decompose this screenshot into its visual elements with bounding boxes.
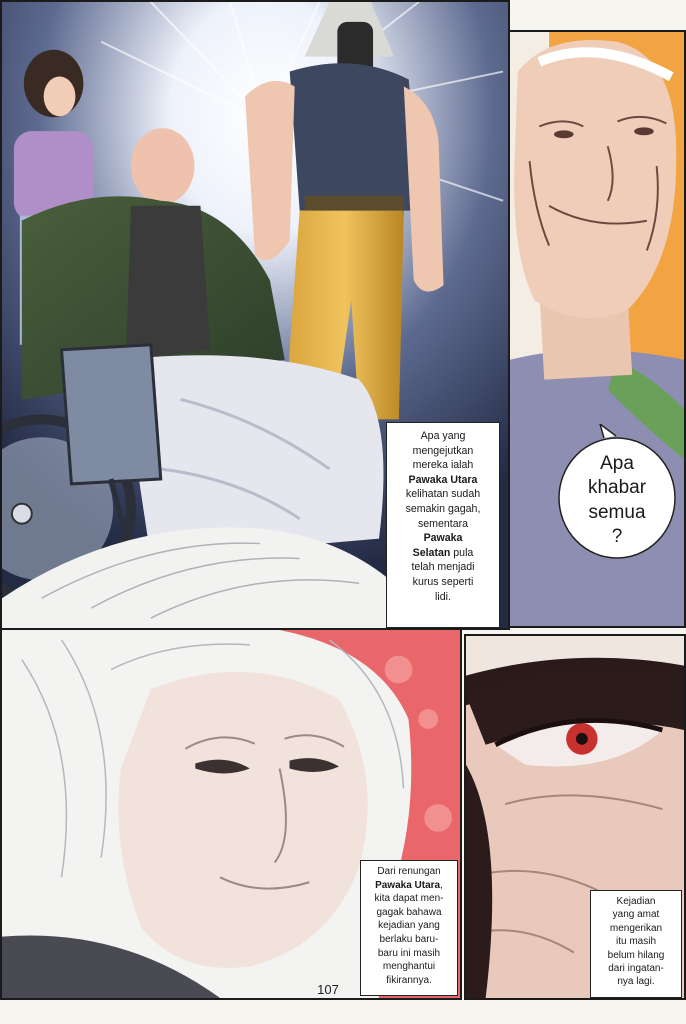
caption-reflection [360,860,458,996]
speech-line: ? [611,525,623,547]
caption-line: Pawaka Utara, [375,879,443,891]
panel-group-scene [0,0,510,630]
caption-line: telah menjadi [411,561,475,574]
caption-line: kurus seperti [412,576,474,589]
caption-line: nya lagi. [617,976,655,988]
caption-line: kejadian yang [378,920,440,932]
page-number: 107 [317,982,339,997]
caption-line: belum hilang [607,949,665,961]
speech-line: khabar [587,477,647,499]
caption-pawaka-intro [386,422,500,628]
caption-line: kelihatan sudah [405,488,481,501]
caption-memory [590,890,682,998]
speech-line: Apa [600,453,634,474]
caption-line: itu masih [615,936,656,948]
caption-line: mengerikan [609,922,663,934]
caption-line: berlaku baru- [379,933,439,945]
panel-old-man-closeup [508,30,686,628]
caption-line: sementara [417,517,469,530]
caption-line: kita dapat men- [374,893,444,905]
caption-line: lidi. [435,590,451,603]
caption-line: Apa yang [420,430,466,442]
caption-line: dari ingatan- [608,962,664,974]
speech-line: semua [588,501,646,523]
caption-line: baru ini masih [377,947,441,959]
panel-pawaka-utara-face [0,628,462,1000]
caption-line: Pawaka [423,532,463,545]
caption-line: fikirannya. [386,974,432,986]
caption-line: mengejutkan [412,444,474,457]
caption-line: Dari renungan [377,866,441,877]
panel-eye-closeup [464,634,686,1000]
caption-line: yang amat [612,909,660,921]
speech-bubble-greeting [556,424,678,560]
caption-line: menghantui [382,961,436,973]
caption-line: semakin gagah, [405,503,481,516]
caption-line: mereka ialah [412,459,474,472]
caption-line: Kejadian [616,896,656,907]
caption-line: Selatan pula [412,546,474,559]
caption-line: gagak bahawa [376,906,442,918]
caption-line: Pawaka Utara [408,473,478,486]
